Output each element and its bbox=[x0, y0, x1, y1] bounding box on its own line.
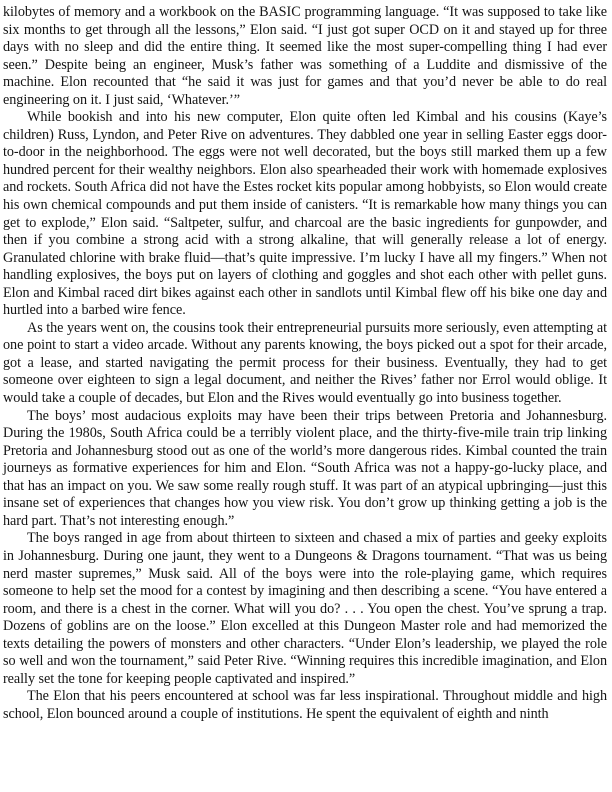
paragraph-3: As the years went on, the cousins took their entrepreneurial pursuits more seriously, even attempting at one point to start a video arcade. Without any parents knowing, the boys picked out a spot for their arcade, got a lease, and started navigating the permit process for their business. Eventually, they had to get someone over eighteen to sign a legal document, and neither the Rives’ father nor Errol would oblige. It would take a couple of decades, but Elon and the Rives would eventually go into business together. bbox=[3, 319, 607, 407]
paragraph-5: The boys ranged in age from about thirteen to sixteen and chased a mix of parties and geeky exploits in Johannesburg. During one jaunt, they went to a Dungeons & Dragons tournament. “That was us being nerd master supremes,” Musk said. All of the boys were into the role-playing game, which requires someone to help set the mood for a contest by imagining and then describing a scene. “You have entered a room, and there is a chest in the corner. What will you do? . . . You open the chest. You’ve sprung a trap. Dozens of goblins are on the loose.” Elon excelled at this Dungeon Master role and had memorized the texts detailing the powers of monsters and other characters. “Under Elon’s leadership, we played the role so well and won the tournament,” said Peter Rive. “Winning requires this incredible imagination, and Elon really set the tone for keeping people captivated and inspired.” bbox=[3, 530, 607, 687]
paragraph-2: While bookish and into his new computer, Elon quite often led Kimbal and his cousins (Kaye’s children) Russ, Lyndon, and Peter Rive on adventures. They dabbled one year in selling Easter eggs door-to-door in the neighborhood. The eggs were not well decorated, but the boys still marked them up a few hundred percent for their wealthy neighbors. Elon also spearheaded their work with homemade explosives and rockets. South Africa did not have the Estes rocket kits popular among hobbyists, so Elon would create his own chemical compounds and put them inside of canisters. “It is remarkable how many things you can get to explode,” Elon said. “Saltpeter, sulfur, and charcoal are the basic ingredients for gunpowder, and then if you combine a strong acid with a strong alkaline, that will generally release a lot of energy. Granulated chlorine with brake fluid—that’s quite impressive. I’m lucky I have all my fingers.” When not handling explosives, the boys put on layers of clothing and goggles and shot each other with pellet guns. Elon and Kimbal raced dirt bikes against each other in sandlots until Kimbal flew off his bike one day and hurtled into a barbed wire fence. bbox=[3, 109, 607, 319]
paragraph-6: The Elon that his peers encountered at school was far less inspirational. Throughout middle and high school, Elon bounced around a couple of institutions. He spent the equivalent of eighth and ninth bbox=[3, 688, 607, 722]
paragraph-4: The boys’ most audacious exploits may have been their trips between Pretoria and Johannesburg. During the 1980s, South Africa could be a terribly violent place, and the thirty-five-mile train trip linking Pretoria and Johannesburg stood out as one of the world’s more dangerous rides. Kimbal counted the train journeys as formative experiences for him and Elon. “South Africa was not a happy-go-lucky place, and that has an impact on you. We saw some really rough stuff. It was part of an atypical upbringing—just this insane set of experiences that changes how you view risk. You don’t grow up thinking getting a job is the hard part. That’s not interesting enough.” bbox=[3, 407, 607, 529]
document-page bbox=[3, 4, 607, 723]
paragraph-1: kilobytes of memory and a workbook on the BASIC programming language. “It was supposed to take like six months to get through all the lessons,” Elon said. “I just got super OCD on it and stayed up for three days with no sleep and did the entire thing. It seemed like the most super-compelling thing I had ever seen.” Despite being an engineer, Musk’s father was something of a Luddite and dismissive of the machine. Elon recounted that “he said it was just for games and that you’d never be able to do real engineering on it. I just said, ‘Whatever.’” bbox=[3, 4, 607, 108]
